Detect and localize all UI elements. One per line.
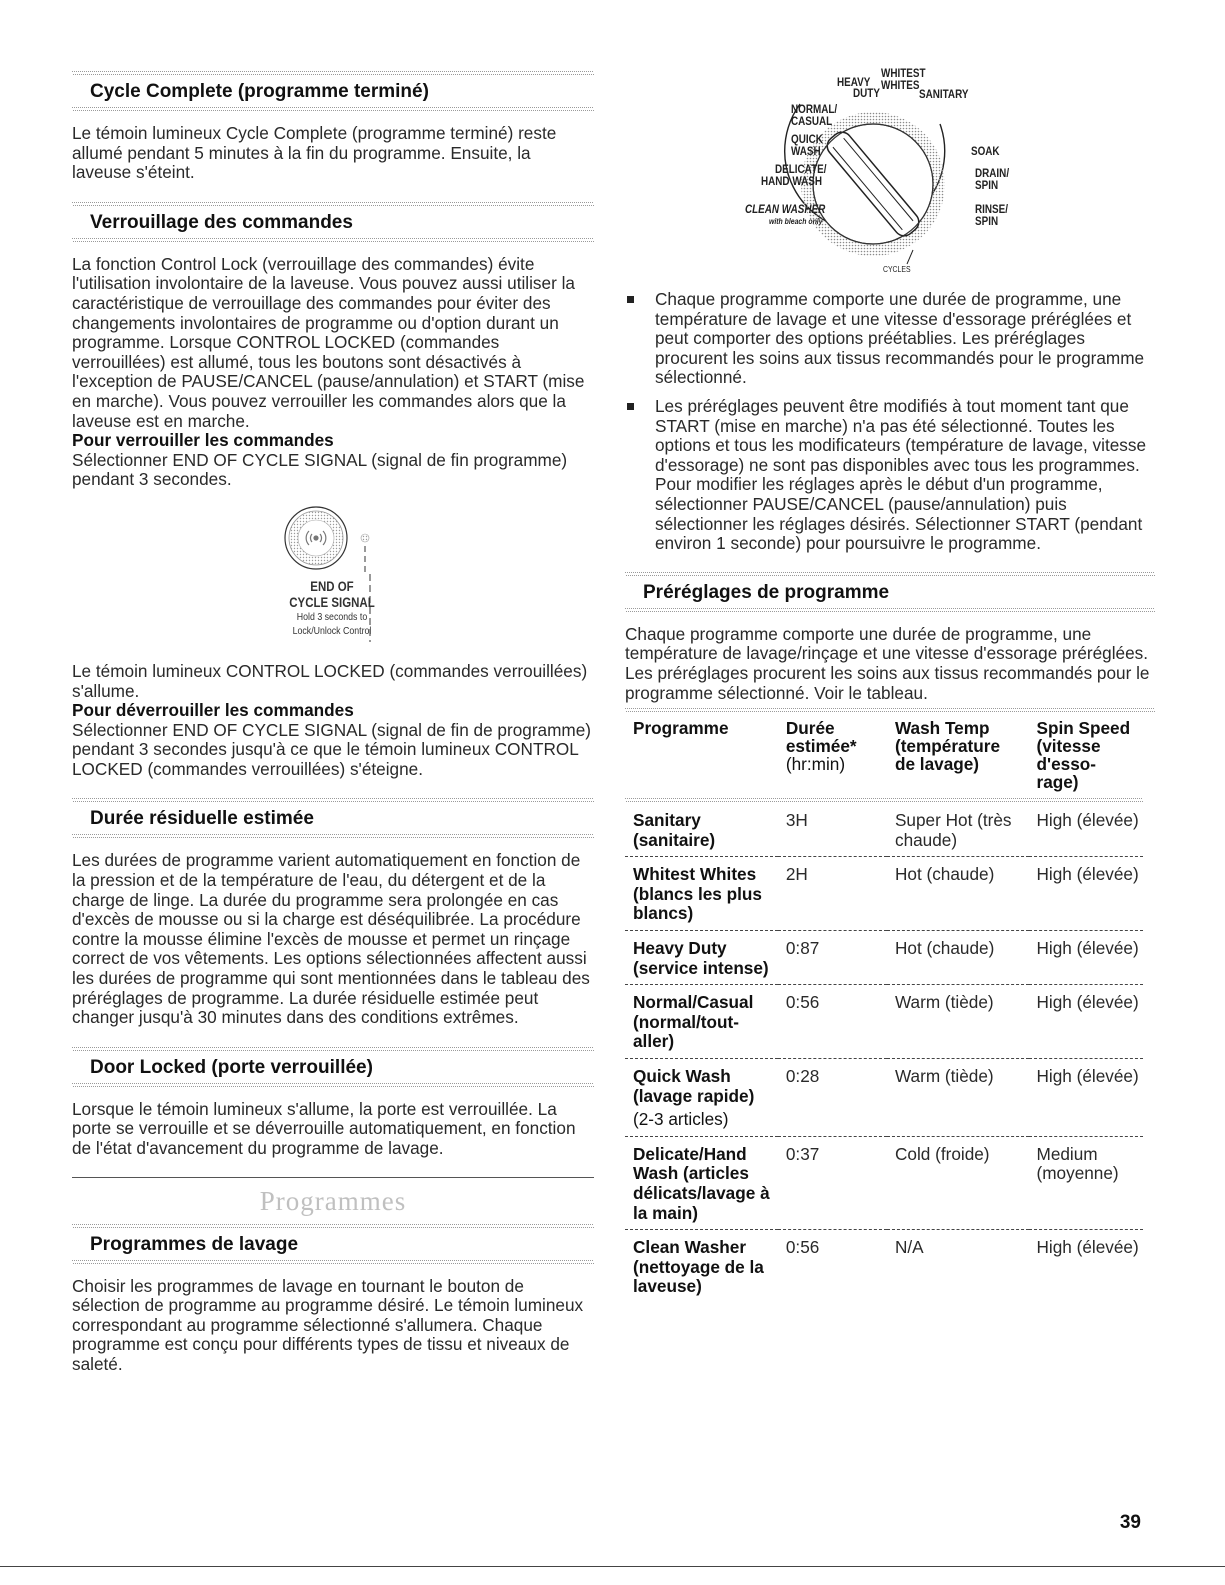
section-estimated-time xyxy=(72,797,594,839)
bullet-square-icon xyxy=(627,296,634,303)
unlock-instructions: Sélectionner END OF CYCLE SIGNAL (signal de fin de programme) pendant 3 secondes jusqu'à ce que le témoin lumineux CONTROL LOCKED (commandes verrouillées) s'éteigne. xyxy=(72,719,592,779)
cell-spin-speed: High (élevée) xyxy=(1029,931,1144,985)
dial-label-normal: NORMAL/ xyxy=(791,104,838,116)
table-row xyxy=(625,985,1143,1059)
lock-subheading: Pour verrouiller les commandes xyxy=(72,430,334,451)
table-row xyxy=(625,857,1143,931)
dial-label-quick: QUICK xyxy=(791,134,823,146)
cell-duration: 0:37 xyxy=(778,1136,887,1229)
cell-spin-speed: High (élevée) xyxy=(1029,985,1144,1059)
cell-spin-speed: High (élevée) xyxy=(1029,857,1144,931)
cell-duration: 0:56 xyxy=(778,985,887,1059)
unlock-subheading: Pour déverrouiller les commandes xyxy=(72,700,354,721)
dial-label-clean-washer: CLEAN WASHER xyxy=(745,204,826,216)
dial-label-duty: DUTY xyxy=(853,88,880,100)
table-row xyxy=(625,1136,1143,1229)
wash-programs-text: Choisir les programmes de lavage en tournant le bouton de sélection de programme au programme désiré. Le témoin lumineux correspondant au programme sélectionné s'allumera. Chaque programme est conçu pour différents types de tissu et niveaux de saleté. xyxy=(72,1275,584,1374)
bullet-square-icon xyxy=(627,403,634,410)
cell-programme: Delicate/Hand Wash (articles délicats/lavage à la main) xyxy=(625,1136,778,1229)
indicator-light-icon xyxy=(361,534,369,542)
figure-label-end-of: END OF xyxy=(310,577,354,594)
figure-label-hold: Hold 3 seconds to xyxy=(296,611,368,623)
estimated-time-text: Les durées de programme varient automatiquement en fonction de la pression et de la température de l'eau, du détergent et de la charge de linge. La durée du programme sera prolongée en cas d'excès de mousse ou si la charge est déséquilibrée. La procédure contre la mousse élimine l'excès de mousse et permet un rinçage correct de vos vêtements. Les options sélectionnées affectent aussi les durées de programme qui sont mentionnées dans le tableau des préréglages de programme. La durée résiduelle estimée peut changer jusqu'à 30 minutes dans des conditions extrêmes. xyxy=(72,850,590,1028)
cell-wash-temp: N/A xyxy=(894,1237,924,1258)
dial-label-sanitary: SANITARY xyxy=(919,89,969,101)
cell-note: (2-3 articles) xyxy=(633,1109,729,1130)
section-title: Programmes de lavage xyxy=(90,1233,299,1255)
col-spin-speed: Spin Speed (vitesse d'esso- rage) xyxy=(1036,718,1131,793)
cell-wash-temp: Hot (chaude) xyxy=(887,931,1029,985)
cell-spin-speed: High (élevée) xyxy=(1029,1059,1144,1137)
dial-label-rinse: RINSE/ xyxy=(975,204,1008,216)
cell-wash-temp: Warm (tiède) xyxy=(887,985,1029,1059)
col-programme: Programme xyxy=(633,718,729,739)
cell-programme: Clean Washer (nettoyage de la laveuse) xyxy=(633,1237,764,1297)
cell-duration: 0:56 xyxy=(785,1237,820,1258)
dial-label-heavy: HEAVY xyxy=(837,77,871,89)
cell-spin-speed: High (élevée) xyxy=(1029,803,1144,857)
section-title: Durée résiduelle estimée xyxy=(90,808,314,830)
cycle-complete-text: Le témoin lumineux Cycle Complete (programme terminé) reste allumé pendant 5 minutes à la fin du programme. Ensuite, la laveuse s'éteint. xyxy=(72,123,557,183)
section-title: Verrouillage des commandes xyxy=(90,211,353,233)
cell-duration: 3H xyxy=(778,803,887,857)
lock-instructions: Sélectionner END OF CYCLE SIGNAL (signal de fin programme) pendant 3 secondes. xyxy=(72,449,568,490)
dial-label-with-bleach: with bleach only xyxy=(769,217,823,226)
door-locked-text: Lorsque le témoin lumineux s'allume, la porte est verrouillée. La porte se verrouille et se déverrouille automatiquement, en fonction de l'état d'avancement du programme de lavage. xyxy=(72,1098,576,1158)
cell-programme: Quick Wash (lavage rapide) (2-3 articles) xyxy=(625,1059,778,1137)
cell-programme: Normal/Casual (normal/tout-aller) xyxy=(625,985,778,1059)
dial-label-whites: WHITES xyxy=(881,80,920,92)
dial-label-wash: WASH xyxy=(791,146,821,158)
presets-text: Chaque programme comporte une durée de programme, une température de lavage/rinçage et une vitesse d'essorage préréglées. Les préréglages procurent les soins aux tissus recommandés pour le programme sélectionné. Voir le tableau. xyxy=(625,623,1150,703)
table-row xyxy=(625,803,1143,857)
cell-duration: 2H xyxy=(778,857,887,931)
table-row xyxy=(625,1230,1143,1303)
section-door-locked xyxy=(72,1046,594,1088)
section-title: Préréglages de programme xyxy=(643,581,890,603)
cell-spin-speed: High (élevée) xyxy=(1036,1237,1139,1258)
table-body xyxy=(625,803,1143,1303)
cell-programme: Heavy Duty (service intense) xyxy=(625,931,778,985)
dial-label-delicate: DELICATE/ xyxy=(775,164,827,176)
page-number: 39 xyxy=(1119,1512,1141,1533)
section-title: Door Locked (porte verrouillée) xyxy=(90,1056,373,1078)
section-wash-programs xyxy=(72,1223,594,1265)
col-wash-temp: Wash Temp (température de lavage) xyxy=(894,718,1001,775)
cell-programme: Sanitary (sanitaire) xyxy=(625,803,778,857)
section-control-lock xyxy=(72,201,594,243)
dial-label-casual: CASUAL xyxy=(791,116,833,128)
cell-wash-temp: Hot (chaude) xyxy=(887,857,1029,931)
left-column xyxy=(72,70,594,1375)
dial-label-soak: SOAK xyxy=(971,146,1000,158)
programmes-banner: Programmes xyxy=(259,1185,407,1216)
dial-label-drain: DRAIN/ xyxy=(975,168,1010,180)
cycles-dial-figure xyxy=(625,64,1155,276)
cell-programme: Whitest Whites (blancs les plus blancs) xyxy=(625,857,778,931)
right-column xyxy=(625,64,1155,1303)
table-header-row xyxy=(625,715,1143,797)
cell-spin-speed: Medium (moyenne) xyxy=(1029,1136,1144,1229)
cell-wash-temp: Cold (froide) xyxy=(887,1136,1029,1229)
table-row xyxy=(625,1059,1143,1137)
section-cycle-complete xyxy=(72,70,594,112)
list-item: Les préréglages peuvent être modifiés à tout moment tant que START (mise en marche) n'a pas été sélectionné. Toutes les options et tous les modificateurs (température de lavage, vitesse d'essorage) ne sont pas disponibles avec tous les programmes. Pour modifier les réglages après le début d'un programme, sélectionner PAUSE/CANCEL (pause/annulation) puis sélectionner les réglages désirés. Sélectionner START (pendant environ 1 seconde) pour poursuivre le programme. xyxy=(625,397,1155,554)
cell-wash-temp: Warm (tiède) xyxy=(887,1059,1029,1137)
bullet-list xyxy=(625,290,1155,554)
dial-label-cycles: CYCLES xyxy=(883,265,911,274)
control-lock-text: La fonction Control Lock (verrouillage des commandes) évite l'utilisation involontaire de la laveuse. Vous pouvez aussi utiliser la caractéristique de verrouillage des commandes pour éviter des changements involontaires de programme ou d'option durant un programme. Lorsque CONTROL LOCKED (commandes verrouillées) est allumé, tous les boutons sont désactivés à l'exception de PAUSE/CANCEL (pause/annulation) et START (mise en marche). Vous pouvez verrouiller les commandes alors que la laveuse est en marche. xyxy=(72,253,585,431)
control-locked-text: Le témoin lumineux CONTROL LOCKED (commandes verrouillées) s'allume. xyxy=(72,660,588,701)
figure-label-cycle-signal: CYCLE SIGNAL xyxy=(289,593,375,610)
cell-duration: 0:28 xyxy=(778,1059,887,1137)
presets-table xyxy=(625,715,1143,1303)
dial-label-whitest: WHITEST xyxy=(881,68,926,80)
dial-label-hand-wash: HAND WASH xyxy=(761,176,822,188)
dashed-leader-line xyxy=(365,574,375,646)
end-of-cycle-signal-button-icon xyxy=(272,502,382,574)
cell-duration: 0:87 xyxy=(778,931,887,985)
end-of-cycle-signal-figure xyxy=(72,502,594,652)
section-title: Cycle Complete (programme terminé) xyxy=(90,81,429,102)
cell-wash-temp: Super Hot (très chaude) xyxy=(887,803,1029,857)
list-item: Chaque programme comporte une durée de programme, une température de lavage et une vitesse d'essorage préréglées et peut comporter des options préétablies. Les préréglages procurent les soins aux tissus recommandés pour le programme sélectionné. xyxy=(625,290,1155,388)
bottom-rule xyxy=(0,1566,1225,1567)
col-duree: Durée estimée* (hr:min) xyxy=(785,718,857,775)
dial-label-drain-spin: SPIN xyxy=(975,180,999,192)
table-row xyxy=(625,931,1143,985)
figure-label-lock-unlock: Lock/Unlock Control xyxy=(292,625,372,637)
dotted-rule xyxy=(625,707,1155,713)
section-presets xyxy=(625,571,1155,613)
dial-label-rinse-spin: SPIN xyxy=(975,216,999,228)
